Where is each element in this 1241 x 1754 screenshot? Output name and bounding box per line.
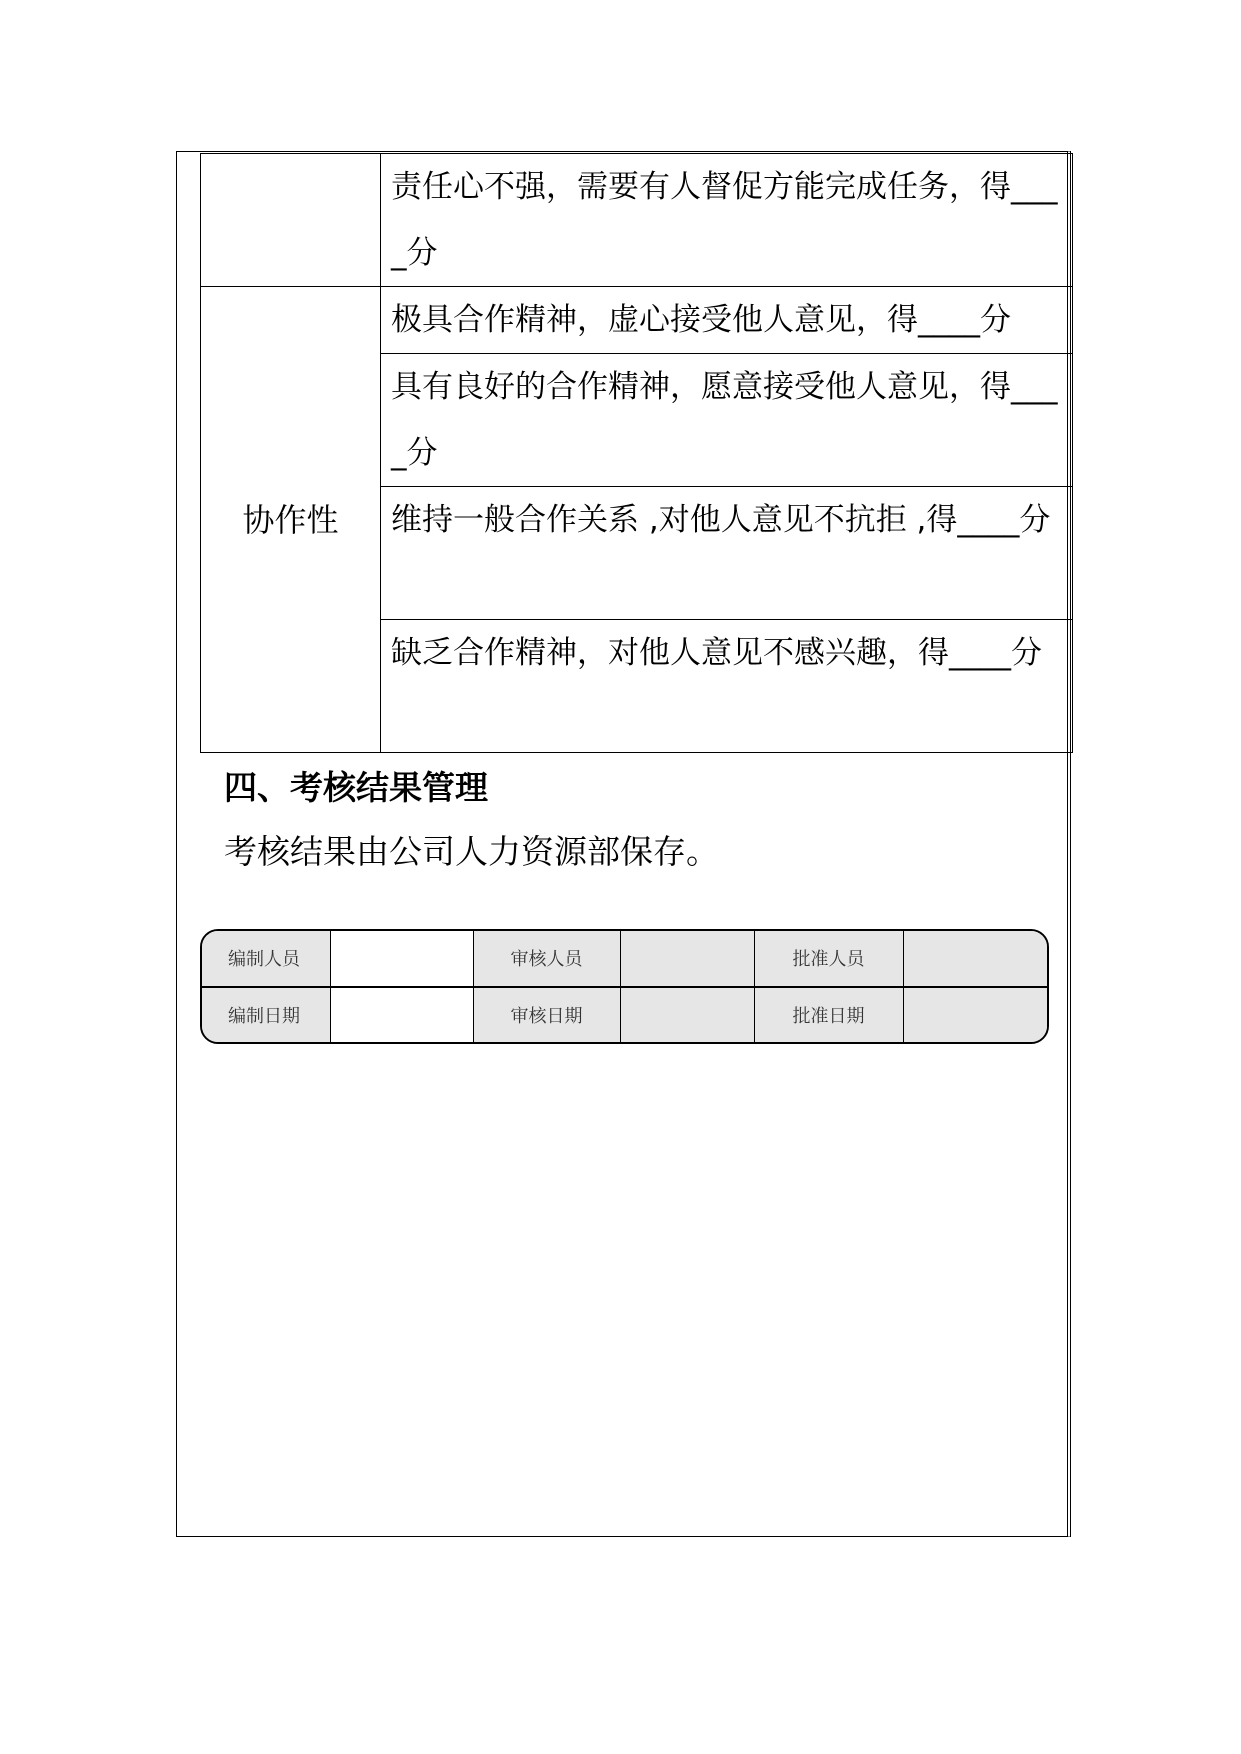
signoff-table <box>200 929 1049 1044</box>
signoff-row <box>202 931 1049 987</box>
section-heading: 四、考核结果管理 <box>224 768 488 807</box>
criterion-option: 具有良好的合作精神，愿意接受他人意见，得____分 <box>381 354 1073 487</box>
criterion-option: 责任心不强，需要有人督促方能完成任务，得____分 <box>381 154 1073 287</box>
approved-by-field[interactable] <box>903 931 1049 987</box>
table-row <box>201 287 1073 354</box>
evaluation-criteria-table <box>200 153 1073 753</box>
prepared-by-field[interactable] <box>330 931 473 987</box>
prepared-date-label: 编制日期 <box>202 987 330 1043</box>
section-paragraph: 考核结果由公司人力资源部保存。 <box>224 832 719 871</box>
reviewed-date-field[interactable] <box>620 987 754 1043</box>
table-row <box>201 154 1073 287</box>
criterion-label-cooperation: 协作性 <box>201 287 381 753</box>
signoff-row <box>202 987 1049 1043</box>
criterion-label-continued <box>201 154 381 287</box>
prepared-date-field[interactable] <box>330 987 473 1043</box>
approved-date-label: 批准日期 <box>754 987 903 1043</box>
reviewed-date-label: 审核日期 <box>473 987 620 1043</box>
prepared-by-label: 编制人员 <box>202 931 330 987</box>
approved-by-label: 批准人员 <box>754 931 903 987</box>
criterion-option: 缺乏合作精神，对他人意见不感兴趣，得____分 <box>381 620 1073 753</box>
reviewed-by-field[interactable] <box>620 931 754 987</box>
criterion-option: 极具合作精神，虚心接受他人意见，得____分 <box>381 287 1073 354</box>
criterion-option: 维持一般合作关系 ,对他人意见不抗拒 ,得____分 <box>381 487 1073 620</box>
approved-date-field[interactable] <box>903 987 1049 1043</box>
reviewed-by-label: 审核人员 <box>473 931 620 987</box>
